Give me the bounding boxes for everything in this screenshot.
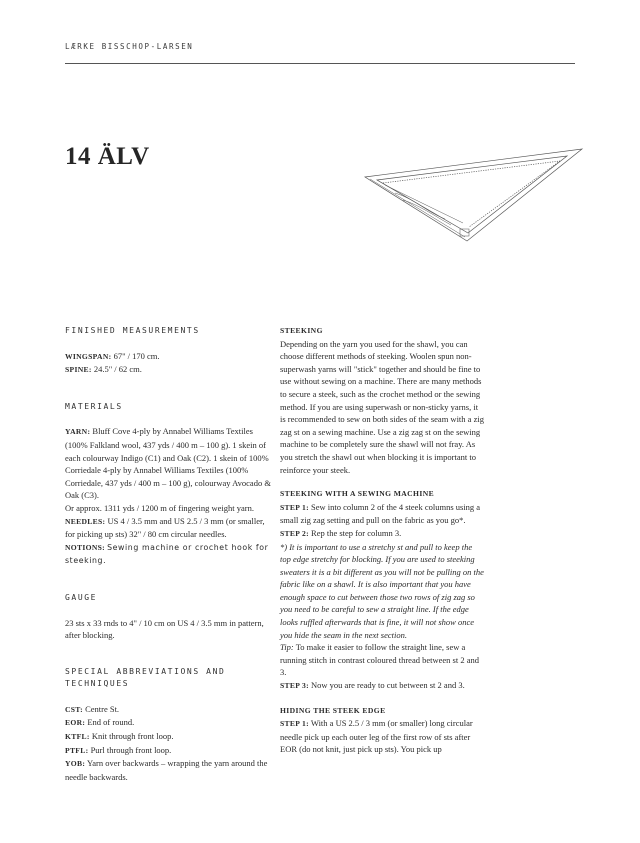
wingspan-line: WINGSPAN: 67" / 170 cm. <box>65 350 160 361</box>
yarn-approx-line: Or approx. 1311 yds / 1200 m of fingering weight yarn. <box>65 502 255 513</box>
hiding-edge-heading: HIDING THE STEEK EDGE <box>280 705 386 715</box>
abbreviation-item: EOR: End of round. <box>65 717 135 728</box>
yarn-paragraph: YARN: Bluff Cove 4-ply by Annabel Williams Textiles (100% Falkland wool, 437 yds / 400 m – 100 g). 1 skein of each colourway Indigo (C1) and Oak (C2). 1 skein of 100% Corriedale 4-ply by Annabel Williams Textiles (100% Corriedale, 437 yds / 400 m – 100 g), colourway Avocado & Oak (C3). <box>65 426 271 501</box>
abbreviation-item: CST: Centre St. <box>65 703 120 714</box>
hiding-step-1: STEP 1: With a US 2.5 / 3 mm (or smaller) long circular needle pick up each outer leg of the first row of sts after EOR (do not knit, just pick up sts). You pick up <box>280 718 473 755</box>
abbreviation-item: KTFL: Knit through front loop. <box>65 731 174 742</box>
spine-line: SPINE: 24.5" / 62 cm. <box>65 364 142 375</box>
machine-tip: Tip: To make it easier to follow the straight line, sew a running stitch in contrast coloured thread between st 2 and 3. <box>280 642 479 678</box>
gauge-text: 23 sts x 33 rnds to 4" / 10 cm on US 4 / 3.5 mm in pattern, after blocking. <box>65 617 264 641</box>
steeking-text: Depending on the yarn you used for the shawl, you can choose different methods of steeking. Woolen spun non-superwash yarns will "stick" together and should be fine to use without sewing on a machine. There are many methods to secure a steek, such as the crochet method or the sewing method. If you are using superwash or non-sticky yarns, it is recommended to sew on both sides of the seam with a zig zag st on a sewing machine. Use a zig zag st on the sewing machine to be completely sure the shawl will not fray. As you stretch the shawl out when blocking it is important to reinforce your steek. <box>280 338 484 475</box>
pattern-title: 14 ÄLV <box>65 143 150 170</box>
shawl-schematic-diagram <box>355 145 585 250</box>
machine-step-2: STEP 2: Rep the step for column 3. <box>280 527 402 538</box>
machine-note: *) It is important to use a stretchy st and pull to keep the top edge stretchy for blocking. If you are used to steeking sweaters it is a bit different as you will not be pulling on the fabric like on a shawl. It is also important that you have enough space to cut between those two rows of zig zag so you need to be careful to sew a straight line. If the edge looks ruffled afterwards that is fine, it will not show once you hide the seam in the next section. <box>280 541 484 640</box>
machine-step-1: STEP 1: Sew into column 2 of the 4 steek columns using a small zig zag setting and pull on the fabric as you go*. <box>280 501 481 526</box>
notions-paragraph: NOTIONS: Sewing machine or crochet hook for steeking. <box>65 542 269 566</box>
left-column <box>65 325 275 783</box>
abbreviations-heading: SPECIAL ABBREVIATIONS AND TECHNIQUES <box>65 666 226 689</box>
shawl-outline-inner <box>377 156 567 233</box>
finished-measurements-heading: FINISHED MEASUREMENTS <box>65 326 200 335</box>
shawl-outline-outer <box>365 149 582 241</box>
steeking-heading: STEEKING <box>280 326 323 335</box>
steeking-machine-heading: STEEKING WITH A SEWING MACHINE <box>280 489 435 499</box>
needles-paragraph: NEEDLES: US 4 / 3.5 mm and US 2.5 / 3 mm (or smaller, for picking up sts) 32" / 80 cm circular needles. <box>65 515 265 540</box>
abbreviation-item: PTFL: Purl through front loop. <box>65 744 172 755</box>
right-column <box>280 325 485 756</box>
gauge-heading: GAUGE <box>65 592 98 602</box>
machine-step-3: STEP 3: Now you are ready to cut between st 2 and 3. <box>280 680 465 691</box>
materials-heading: MATERIALS <box>65 401 123 411</box>
header-rule <box>65 63 575 64</box>
running-head-author: LÆRKE BISSCHOP-LARSEN <box>65 42 194 51</box>
abbreviation-item: YOB: Yarn over backwards – wrapping the yarn around the needle backwards. <box>65 758 268 782</box>
